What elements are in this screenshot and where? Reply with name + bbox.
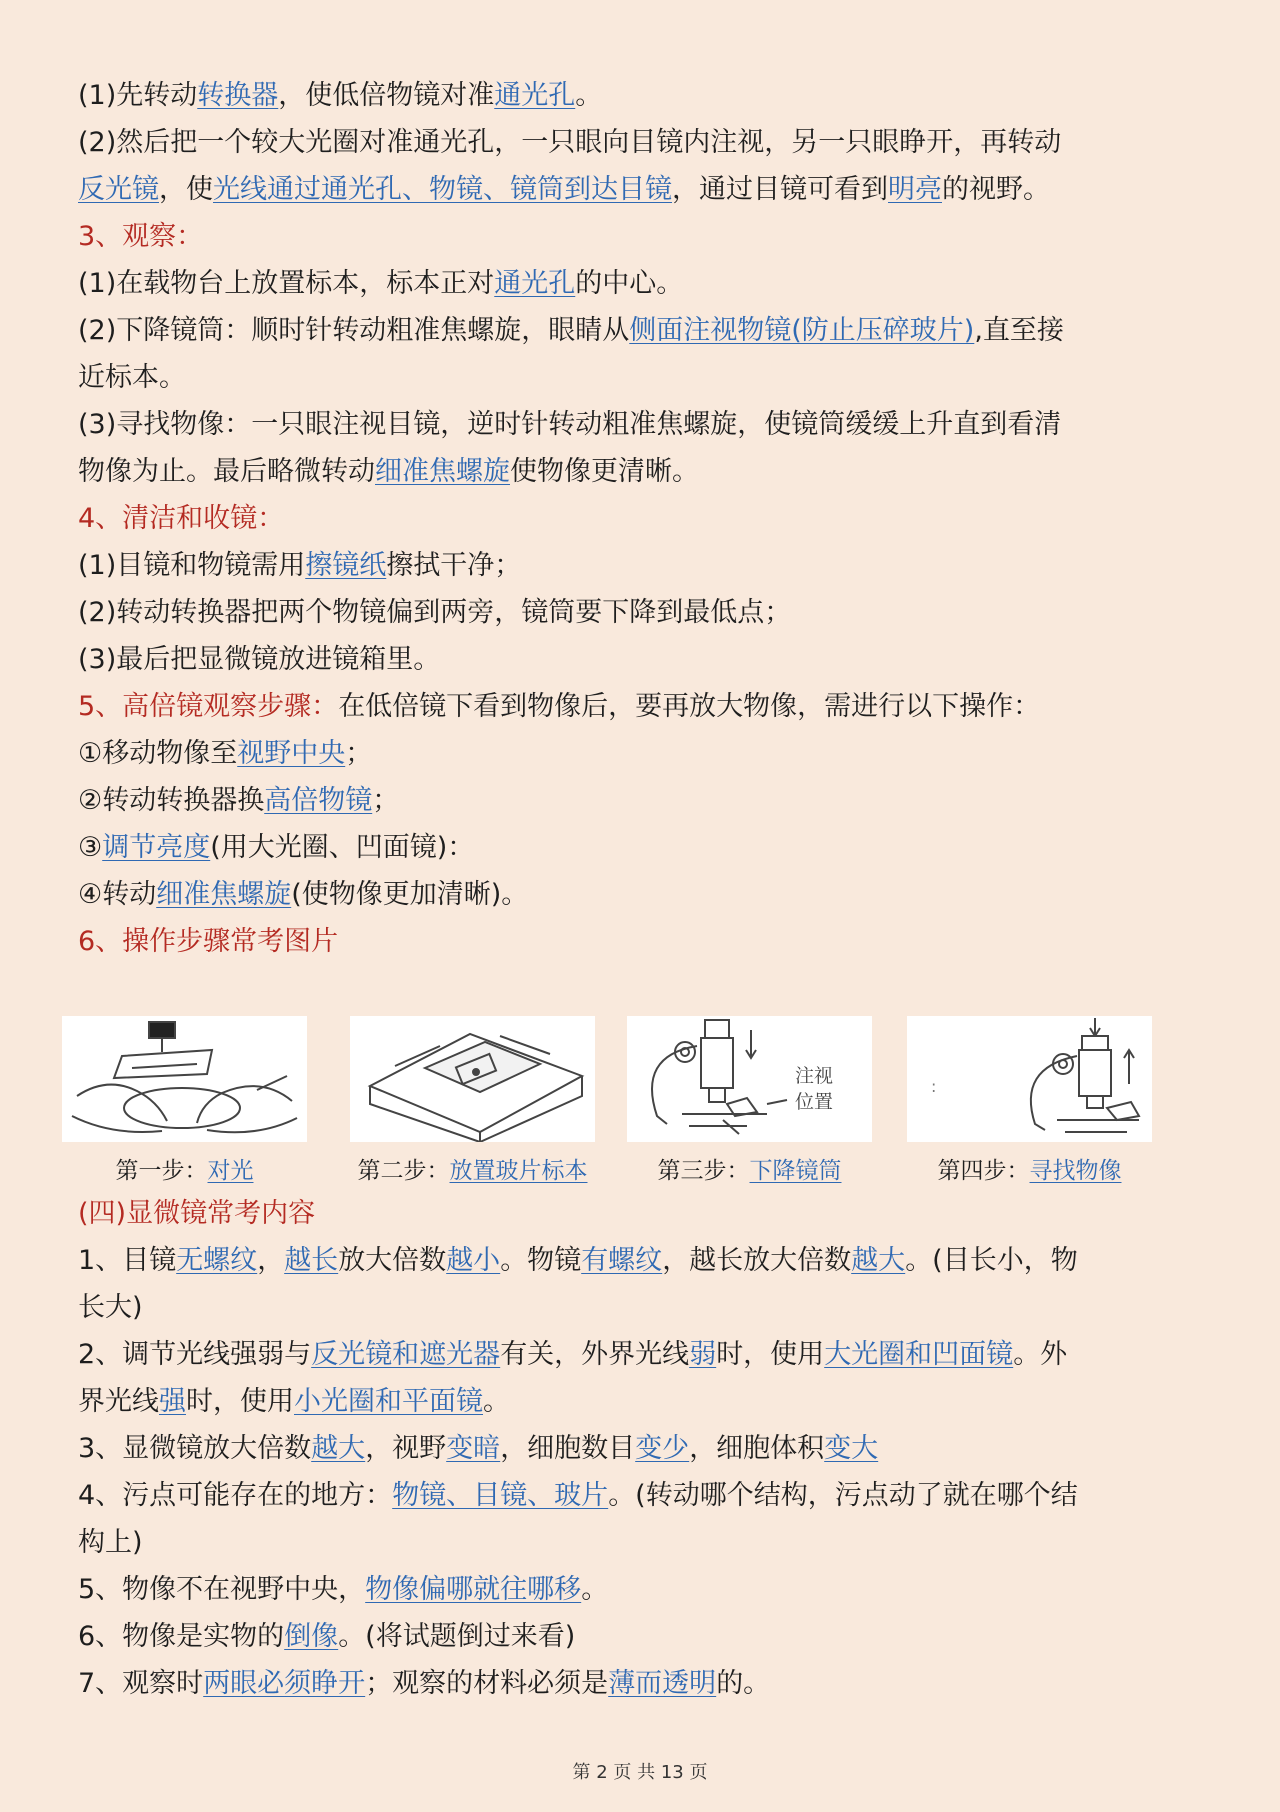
upper-content: [78, 72, 1208, 965]
line-9: 物像为止。最后略微转动细准焦螺旋使物像更清晰。: [78, 456, 699, 487]
line-13: (3)最后把显微镜放进镜箱里。: [78, 644, 441, 675]
item-2: 2、调节光线强弱与反光镜和遮光器有关，外界光线弱时，使用大光圈和凹面镜。外: [78, 1339, 1068, 1370]
line-3: 反光镜，使光线通过通光孔、物镜、镜筒到达目镜，通过目镜可看到明亮的视野。: [78, 174, 1050, 205]
figure-step-2: [350, 1016, 595, 1185]
step-1-diagram: [62, 1016, 307, 1142]
item-7: 7、观察时两眼必须睁开；观察的材料必须是薄而透明的。: [78, 1668, 771, 1699]
label-position: 位置: [795, 1091, 834, 1113]
figure-step-3: [627, 1016, 872, 1185]
section-four: [78, 1190, 1208, 1707]
line-11: (1)目镜和物镜需用擦镜纸擦拭干净；: [78, 550, 522, 581]
line-18: ④转动细准焦螺旋(使物像更加清晰)。: [78, 879, 529, 910]
heading-clean: 4、清洁和收镜：: [78, 503, 285, 534]
item-5: 5、物像不在视野中央，物像偏哪就往哪移。: [78, 1574, 609, 1605]
item-6: 6、物像是实物的倒像。(将试题倒过来看): [78, 1621, 576, 1652]
line-14: 5、高倍镜观察步骤：在低倍镜下看到物像后，要再放大物像，需进行以下操作：: [78, 691, 1041, 722]
step-4-caption: 第四步：寻找物像: [937, 1158, 1122, 1184]
svg-text::: :: [931, 1077, 937, 1096]
step-figures: [62, 1016, 1162, 1196]
item-3: 3、显微镜放大倍数越大，视野变暗，细胞数目变少，细胞体积变大: [78, 1433, 879, 1464]
step-4-diagram: [907, 1016, 1152, 1142]
item-1: 1、目镜无螺纹，越长放大倍数越小。物镜有螺纹，越长放大倍数越大。(目长小，物: [78, 1245, 1078, 1276]
figure-step-1: [62, 1016, 307, 1185]
item-4: 4、污点可能存在的地方：物镜、目镜、玻片。(转动哪个结构，污点动了就在哪个结: [78, 1480, 1078, 1511]
line-16: ②转动转换器换高倍物镜；: [78, 785, 400, 816]
line-2: (2)然后把一个较大光圈对准通光孔，一只眼向目镜内注视，另一只眼睁开，再转动: [78, 127, 1062, 158]
line-8: (3)寻找物像：一只眼注视目镜，逆时针转动粗准焦螺旋，使镜筒缓缓上升直到看清: [78, 409, 1062, 440]
item-1-cont: 长大): [78, 1292, 143, 1323]
heading-observe: 3、观察：: [78, 221, 204, 252]
step-1-caption: 第一步：对光: [115, 1158, 254, 1184]
label-watch: 注视: [795, 1065, 834, 1087]
section-four-title: (四)显微镜常考内容: [78, 1198, 316, 1229]
line-6: (2)下降镜筒：顺时针转动粗准焦螺旋，眼睛从侧面注视物镜(防止压碎玻片),直至接: [78, 315, 1064, 346]
step-3-diagram: [627, 1016, 872, 1142]
line-1: (1)先转动转换器，使低倍物镜对准通光孔。: [78, 80, 603, 111]
heading-high-power: 5、高倍镜观察步骤：: [78, 691, 339, 722]
line-17: ③调节亮度(用大光圈、凹面镜)：: [78, 832, 475, 863]
item-2-cont: 界光线强时，使用小光圈和平面镜。: [78, 1386, 510, 1417]
line-5: (1)在载物台上放置标本，标本正对通光孔的中心。: [78, 268, 684, 299]
figure-step-4: [907, 1016, 1152, 1185]
step-2-caption: 第二步：放置玻片标本: [357, 1158, 588, 1184]
step-2-diagram: [350, 1016, 595, 1142]
heading-pictures: 6、操作步骤常考图片: [78, 926, 339, 957]
step-3-caption: 第三步：下降镜筒: [657, 1158, 842, 1184]
line-12: (2)转动转换器把两个物镜偏到两旁，镜筒要下降到最低点；: [78, 597, 792, 628]
line-7: 近标本。: [78, 362, 186, 393]
item-4-cont: 构上): [78, 1527, 143, 1558]
page-footer: 第 2 页 共 13 页: [572, 1762, 708, 1783]
line-15: ①移动物像至视野中央；: [78, 738, 373, 769]
